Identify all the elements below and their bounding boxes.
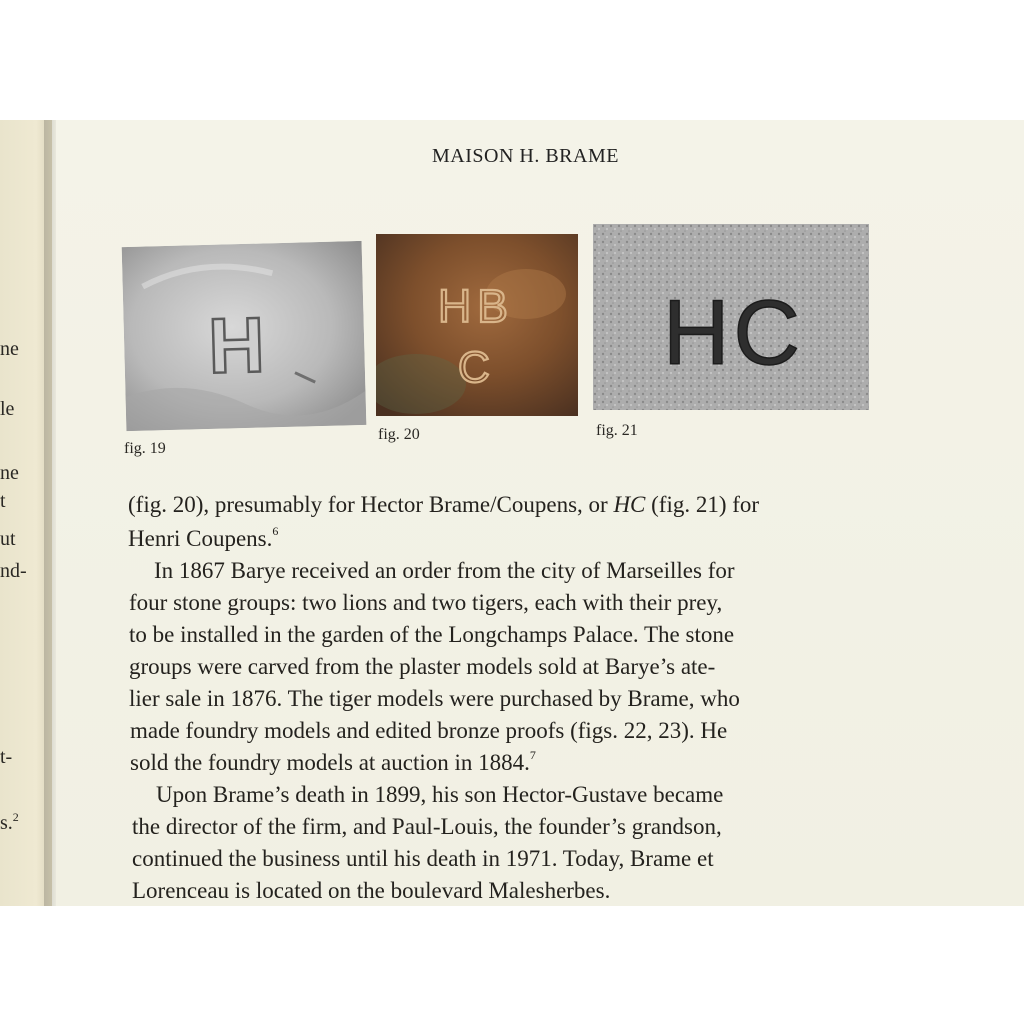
body-line: the director of the firm, and Paul-Louis, the founder’s grandson, [132,814,722,839]
left-page-fragment: ut [0,528,16,550]
book-photo [0,120,1024,906]
body-line: In 1867 Barye received an order from the city of Marseilles for [154,558,735,583]
body-line: made foundry models and edited bronze proofs (figs. 22, 23). He [130,718,728,743]
figure-19-mark: H [207,300,266,390]
figure-20-mark-bottom: C [458,343,490,392]
figure-19-caption: fig. 19 [124,440,166,457]
body-line: sold the foundry models at auction in 1884.$^7$ [130,748,536,775]
figure-21-caption: fig. 21 [596,422,638,439]
body-line: lier sale in 1876. The tiger models were purchased by Brame, who [129,686,740,711]
body-line: groups were carved from the plaster models sold at Barye’s ate- [129,654,716,679]
figure-20-caption: fig. 20 [378,426,420,443]
left-page-fragment: s.$^2$ [0,810,19,834]
left-page-fragment: le [0,398,15,420]
right-page [56,120,1024,906]
body-line: to be installed in the garden of the Longchamps Palace. The stone [129,622,735,647]
body-line: Henri Coupens.$^6$ [128,524,279,551]
figure-19-photo [122,241,367,431]
body-line: Upon Brame’s death in 1899, his son Hector-Gustave became [156,782,724,807]
figure-21-mark: HC [663,282,804,384]
running-header: MAISON H. BRAME [432,145,619,167]
left-page-fragment: t- [0,746,13,768]
figure-20-photo [376,234,578,416]
body-line: continued the business until his death in 1971. Today, Brame et [132,846,714,871]
left-page-fragment: t [0,490,6,512]
figure-20-mark-top: HB [438,280,514,332]
body-line: Lorenceau is located on the boulevard Malesherbes. [132,878,611,903]
left-page-fragment: ne [0,462,19,484]
left-page-fragment: ne [0,338,19,360]
left-page-fragment: nd- [0,560,27,582]
body-line: four stone groups: two lions and two tigers, each with their prey, [129,590,723,615]
figure-21-photo [593,224,869,410]
body-line: (fig. 20), presumably for Hector Brame/Coupens, or HC (fig. 21) for [128,492,760,517]
